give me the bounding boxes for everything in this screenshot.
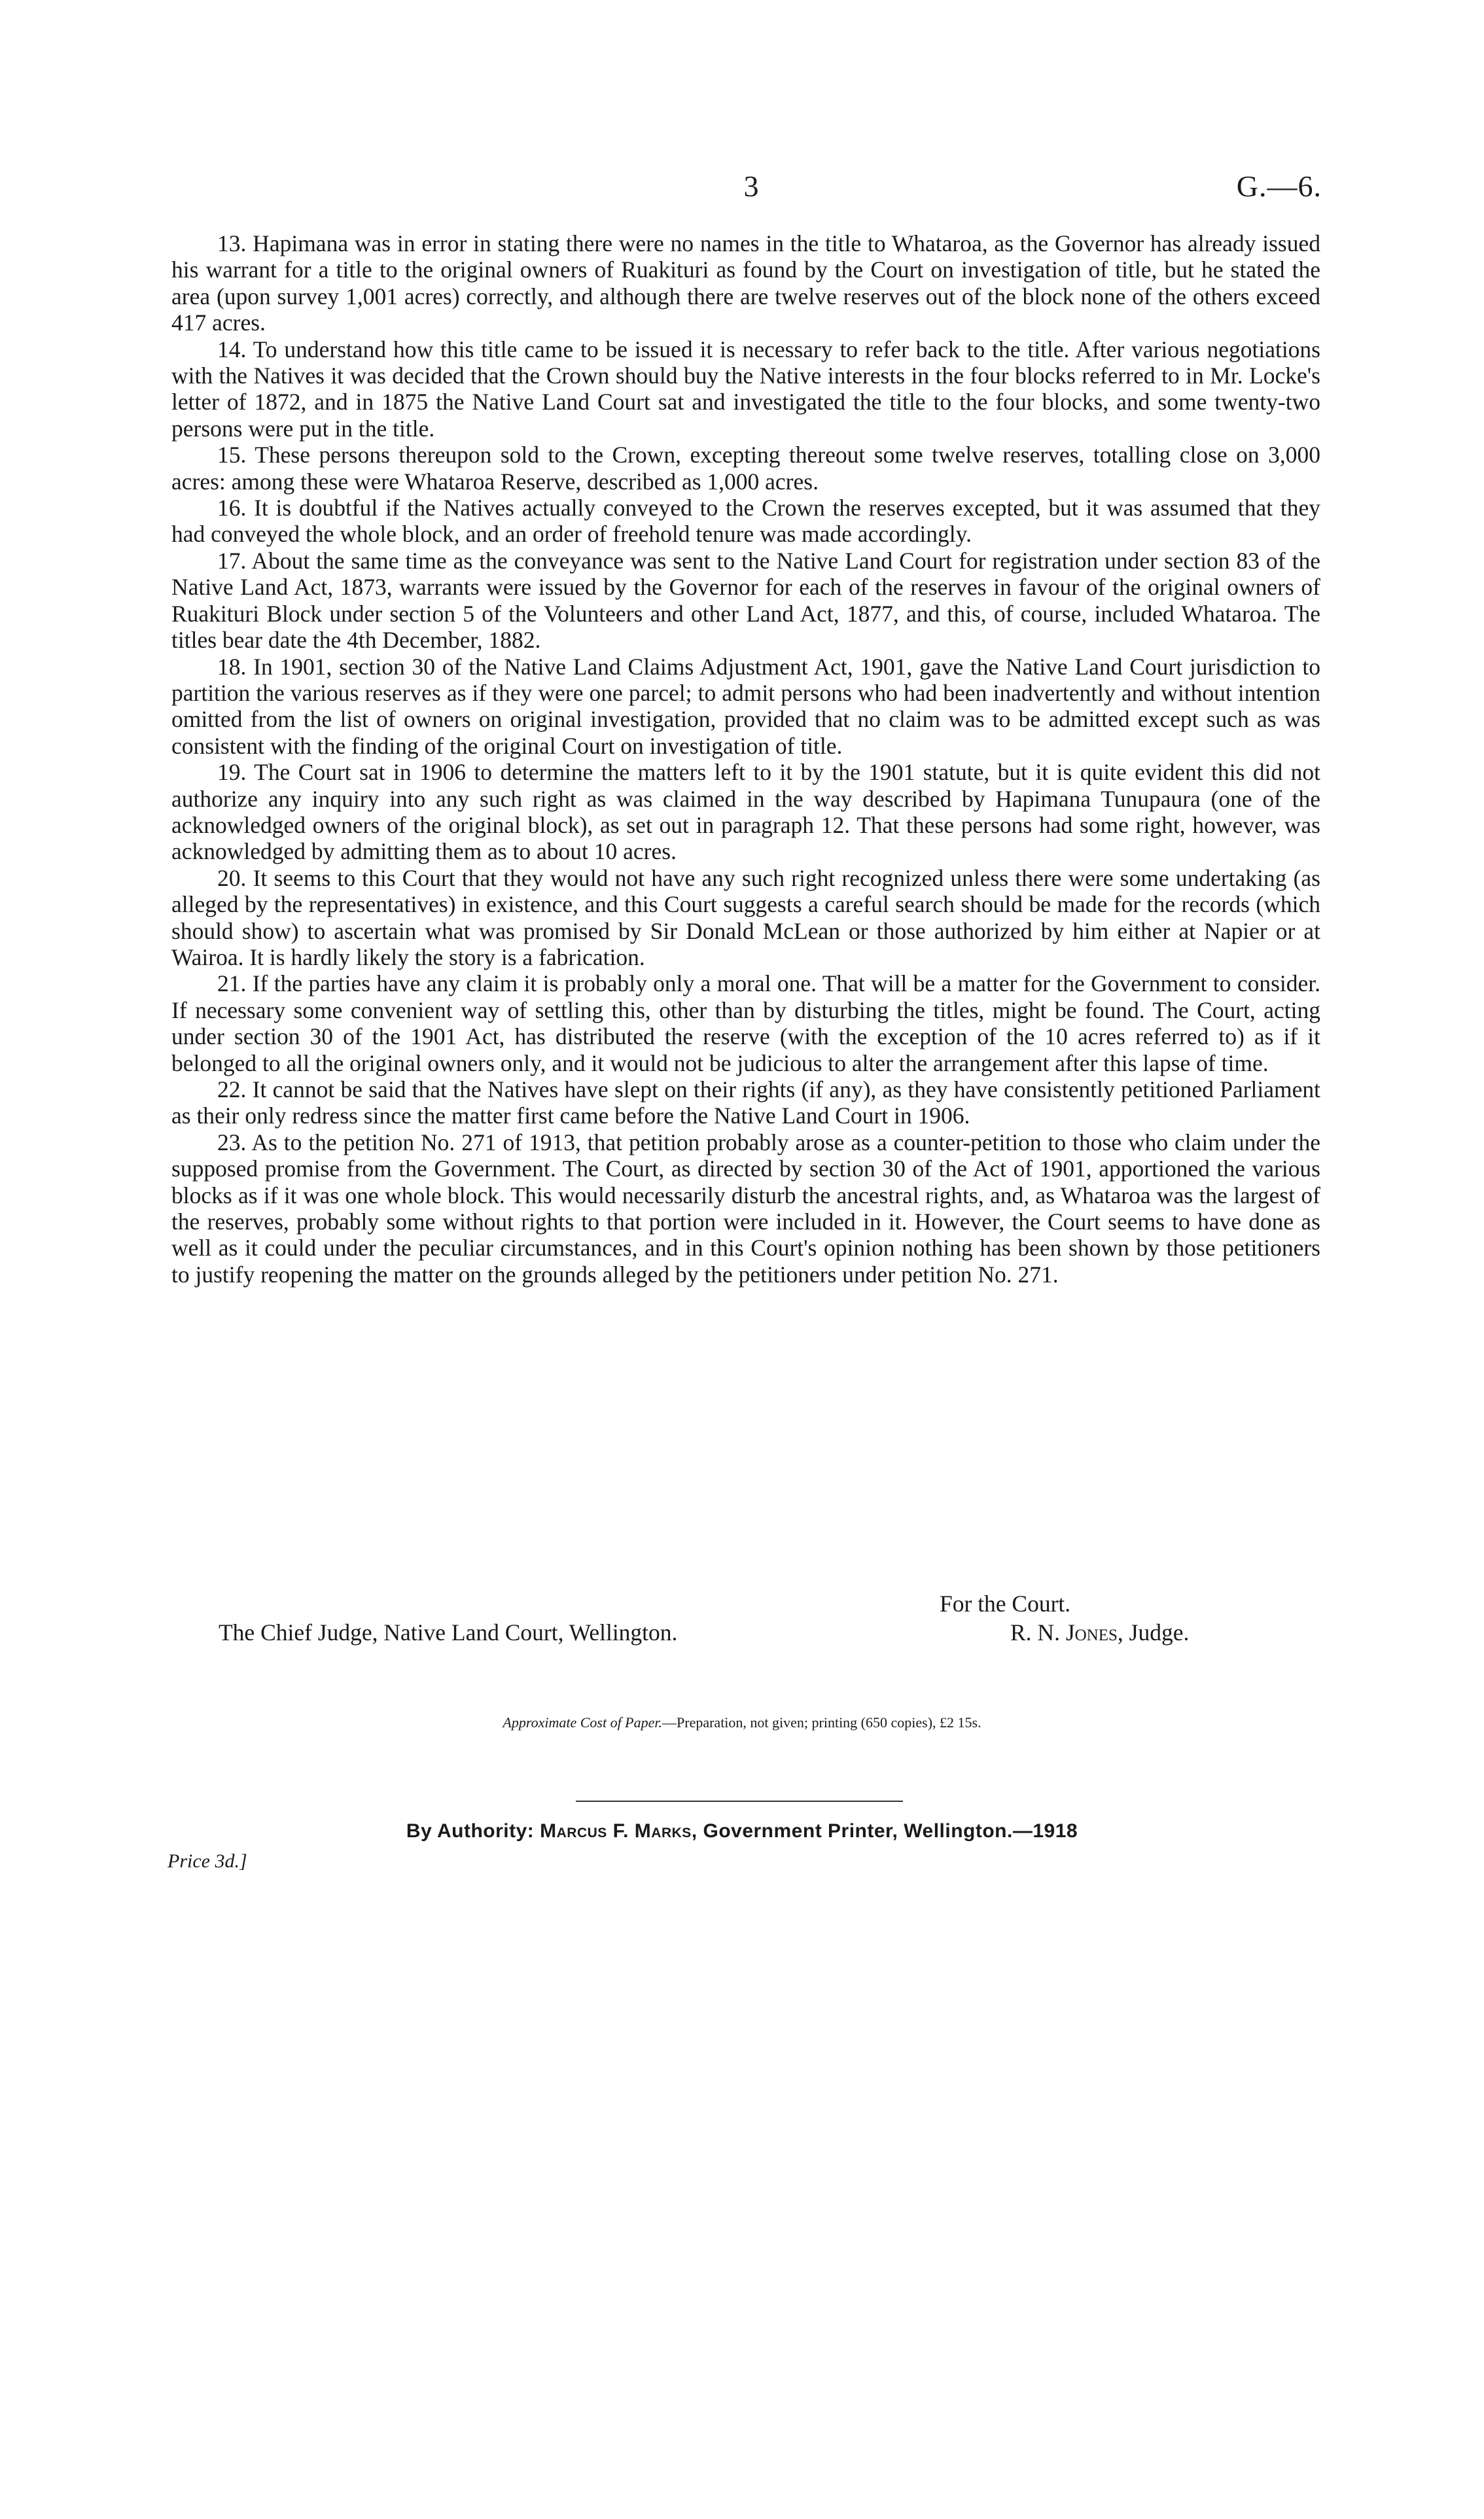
page-number: 3 — [743, 169, 759, 203]
paragraph-20: 20. It seems to this Court that they would not have any such right recognized unless there were some undertaking (as alleged by the representatives) in existence, and this Court suggests a careful search should be made for the records (which should show) to ascertain what was promised by Sir Donald McLean or those authorized by him either at Napier or at Wairoa. It is hardly likely the story is a fabrication. — [171, 864, 1320, 970]
document-reference: G.—6. — [1236, 169, 1322, 203]
paragraph-21: 21. If the parties have any claim it is probably only a moral one. That will be a matter for the Government to consider. If necessary some convenient way of settling this, other than by disturbing the titles, might be found. The Court, acting under section 30 of the 1901 Act, has distributed the reserve (with the exception of the 10 acres referred to) as if it belonged to all the original owners only, and it would not be judicious to alter the arrangement after this lapse of time. — [171, 970, 1320, 1076]
authority-label: By Authority: — [406, 1820, 540, 1842]
printer-imprint — [0, 1820, 1484, 1842]
paragraph-15: 15. These persons thereupon sold to the Crown, excepting thereout some twelve reserves, totalling close on 3,000 acres: among these were Whataroa Reserve, described as 1,000 acres. — [171, 442, 1320, 495]
paragraph-16: 16. It is doubtful if the Natives actually conveyed to the Crown the reserves excepted, but it was assumed that they had conveyed the whole block, and an order of freehold tenure was made accordingly. — [171, 495, 1320, 548]
paragraph-13: 13. Hapimana was in error in stating there were no names in the title to Whataroa, as the Governor has already issued his warrant for a title to the original owners of Ruakituri as found by the Court on investigation of title, but he stated the area (upon survey 1,001 acres) correctly, and although there are twelve reserves out of the block none of the others exceed 417 acres. — [171, 230, 1320, 336]
paragraph-19: 19. The Court sat in 1906 to determine the matters left to it by the 1901 statute, but it is quite evident this did not authorize any inquiry into any such right as was claimed in the way described by Hapimana Tunupaura (one of the acknowledged owners of the original block), as set out in paragraph 12. That these persons had some right, however, was acknowledged by admitting them as to about 10 acres. — [171, 759, 1320, 865]
addressee: The Chief Judge, Native Land Court, Wellington. — [219, 1619, 678, 1646]
price: Price 3d.] — [168, 1850, 247, 1872]
paragraph-18: 18. In 1901, section 30 of the Native Land Claims Adjustment Act, 1901, gave the Native Land Court jurisdiction to partition the various reserves as if they were one parcel; to admit persons who had been inadvertently and without intention omitted from the list of owners on original investigation, provided that no claim was to be admitted except such as was consistent with the finding of the original Court on investigation of title. — [171, 653, 1320, 759]
paragraph-17: 17. About the same time as the conveyance was sent to the Native Land Court for registration under section 83 of the Native Land Act, 1873, warrants were issued by the Governor for each of the reserves in favour of the original owners of Ruakituri Block under section 5 of the Volunteers and other Land Act, 1877, and this, of course, included Whataroa. The titles bear date the 4th December, 1882. — [171, 547, 1320, 654]
cost-label: Approximate Cost of Paper. — [503, 1714, 663, 1731]
for-the-court: For the Court. — [940, 1591, 1071, 1617]
judge-name: R. N. Jones — [1010, 1619, 1118, 1646]
cost-of-paper — [0, 1714, 1484, 1731]
paragraph-23: 23. As to the petition No. 271 of 1913, that petition probably arose as a counter-petition to those who claim under the supposed promise from the Government. The Court, as directed by section 30 of the Act of 1901, apportioned the various blocks as if it was one whole block. This would necessarily disturb the ancestral rights, and, as Whataroa was the largest of the reserves, probably some without rights to that portion were included in it. However, the Court seems to have done as well as it could under the peculiar circumstances, and in this Court's opinion nothing has been shown by those petitioners to justify reopening the matter on the grounds alleged by the petitioners under petition No. 271. — [171, 1129, 1320, 1288]
authority-rest: , Government Printer, Wellington.—1918 — [691, 1820, 1078, 1842]
paragraph-22: 22. It cannot be said that the Natives have slept on their rights (if any), as they have consistently petitioned Parliament as their only redress since the matter first came before the Native Land Court in 1906. — [171, 1076, 1320, 1129]
judge-title: , Judge. — [1117, 1619, 1190, 1646]
paragraph-14: 14. To understand how this title came to be issued it is necessary to refer back to the title. After various negotiations with the Natives it was decided that the Crown should buy the Native interests in the four blocks referred to in Mr. Locke's letter of 1872, and in 1875 the Native Land Court sat and investigated the title to the four blocks, and some twenty-two persons were put in the title. — [171, 336, 1320, 442]
cost-text: —Preparation, not given; printing (650 copies), £2 15s. — [662, 1714, 981, 1731]
printer-name: Marcus F. Marks — [540, 1820, 692, 1842]
signatory — [1010, 1619, 1189, 1646]
report-body — [171, 230, 1320, 1288]
divider-rule — [576, 1801, 903, 1802]
